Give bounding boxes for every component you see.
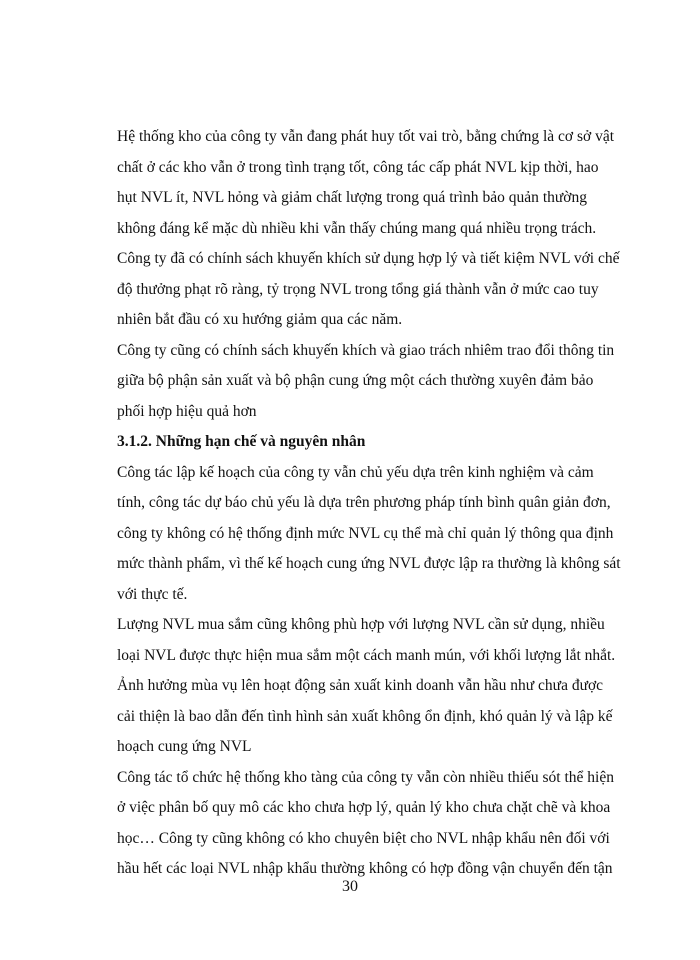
text-line: Công tác lập kế hoạch của công ty vẫn chủ yếu dựa trên kinh nghiệm và cảm [117,463,594,481]
text-line: không đáng kể mặc dù nhiều khi vẫn thấy chúng mang quá nhiều trọng trách. [117,219,597,237]
paragraph-savings-policy [117,244,620,336]
text-line: Công ty cũng có chính sách khuyến khích và giao trách nhiêm trao đổi thông tin [117,341,615,359]
text-line: Hệ thống kho của công ty vẫn đang phát huy tốt vai trò, bằng chứng là cơ sở vật [117,128,614,145]
text-line: phối hợp hiệu quả hơn [117,402,257,420]
text-line: độ thưởng phạt rõ ràng, tỷ trọng NVL trong tổng giá thành vẫn ở mức cao tuy [117,280,599,298]
text-line: loại NVL được thực hiện mua sắm một cách manh mún, với khối lượng lắt nhắt. [117,646,616,664]
page-content [117,122,621,885]
text-line: công ty không có hệ thống định mức NVL cụ thể mà chỉ quản lý thông qua định [117,524,614,542]
paragraph-coordination-policy [117,336,615,428]
text-line: Lượng NVL mua sắm cũng không phù hợp với lượng NVL cần sử dụng, nhiều [117,616,605,633]
text-line: tính, công tác dự báo chủ yếu là dựa trên phương pháp tính bình quân giản đơn, [117,494,611,511]
text-line: ở việc phân bố quy mô các kho chưa hợp lý, quản lý kho chưa chặt chẽ và khoa [117,799,611,816]
text-line: nhiên bắt đầu có xu hướng giảm qua các năm. [117,311,403,328]
text-line: Ảnh hưởng mùa vụ lên hoạt động sản xuất kinh doanh vẫn hầu như chưa được [117,677,604,694]
text-line: giữa bộ phận sản xuất và bộ phận cung ứng một cách thường xuyên đảm bảo [117,372,594,389]
text-line: hụt NVL ít, NVL hỏng và giảm chất lượng trong quá trình bảo quản thường [117,189,587,206]
section-heading: 3.1.2. Những hạn chế và nguyên nhân [117,433,366,450]
paragraph-seasonal-impact [117,671,613,763]
paragraph-planning-limitations [117,458,621,611]
text-line: chất ở các kho vẫn ở trong tình trạng tốt, công tác cấp phát NVL kịp thời, hao [117,158,599,176]
text-line: Công tác tổ chức hệ thống kho tàng của công ty vẫn còn nhiều thiếu sót thể hiện [117,768,614,786]
paragraph-warehouse-limitations [117,763,614,885]
text-line: học… Công ty cũng không có kho chuyên biệt cho NVL nhập khẩu nên đối với [117,829,610,847]
paragraph-purchasing-limitations [117,610,616,671]
paragraph-warehouse-strengths [117,122,614,244]
text-line: hoạch cung ứng NVL [117,738,252,755]
text-line: với thực tế. [117,585,188,603]
text-line: mức thành phẩm, vì thế kế hoạch cung ứng NVL được lập ra thường là không sát [117,555,621,572]
page-number: 30 [342,878,358,895]
text-line: Công ty đã có chính sách khuyến khích sử dụng hợp lý và tiết kiệm NVL với chế [117,250,620,267]
text-line: cải thiện là bao dẫn đến tình hình sản xuất không ổn định, khó quản lý và lập kế [117,707,613,725]
text-line: hầu hết các loại NVL nhập khẩu thường không có hợp đồng vận chuyển đến tận [117,860,613,877]
